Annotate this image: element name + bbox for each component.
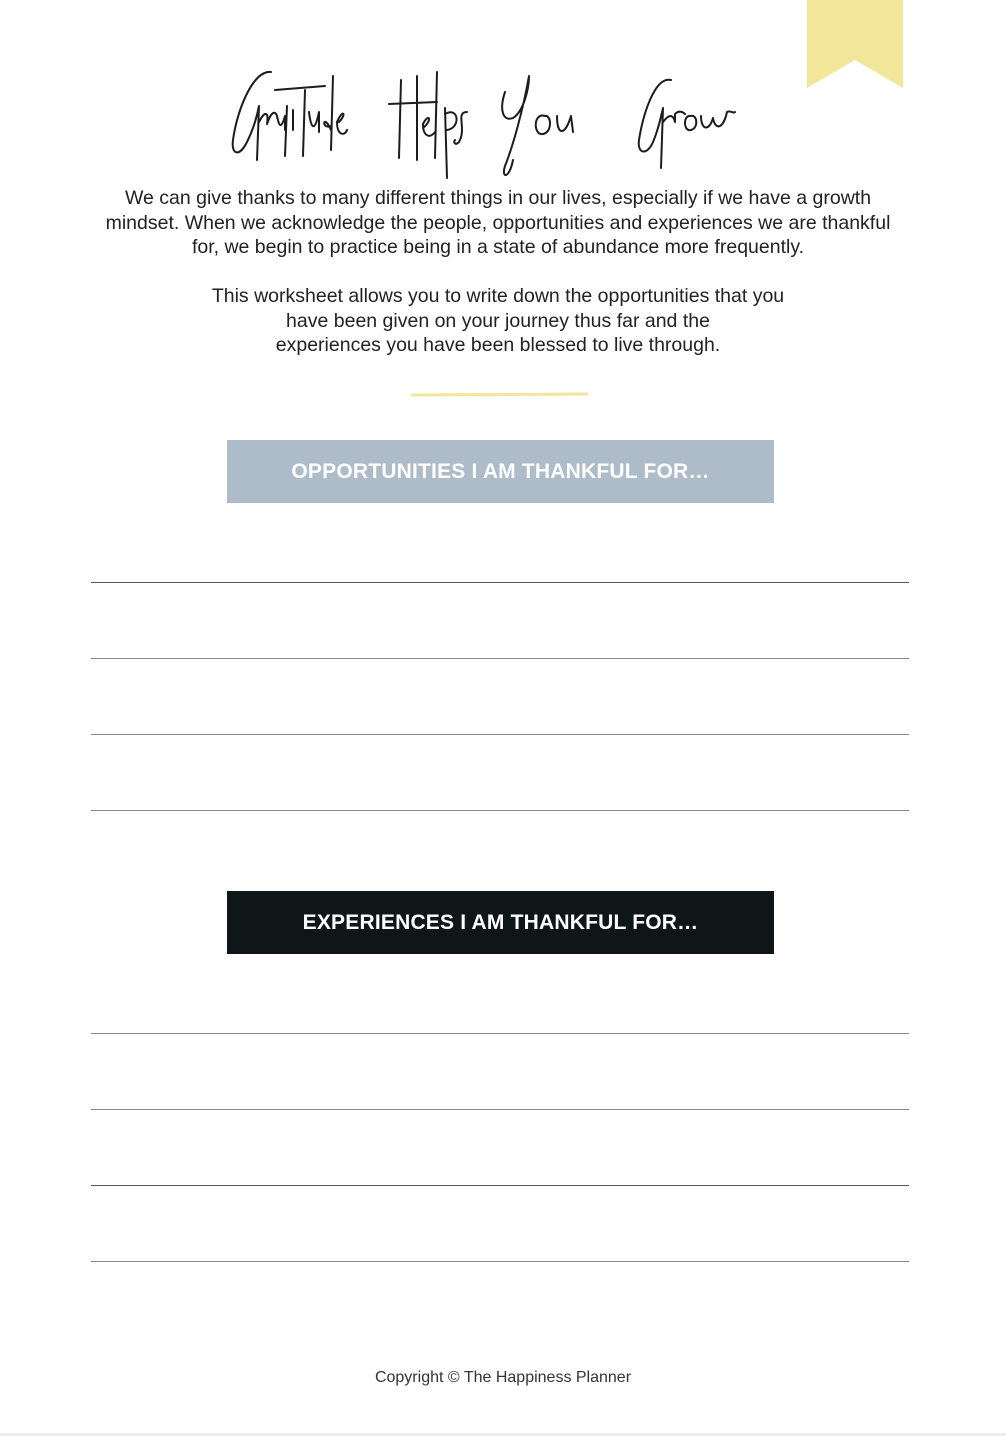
experiences-heading	[227, 891, 774, 954]
intro-text	[90, 186, 906, 358]
experiences-write-line-1[interactable]	[91, 1033, 909, 1034]
experiences-write-line-3[interactable]	[91, 1185, 909, 1186]
script-title-graphic	[223, 50, 783, 180]
opportunities-heading-text: OPPORTUNITIES I AM THANKFUL FOR…	[291, 459, 710, 483]
yellow-divider	[411, 393, 588, 397]
intro-line: This worksheet allows you to write down the opportunities that you	[211, 285, 785, 307]
intro-paragraph-2	[188, 284, 808, 358]
opportunities-write-line-4[interactable]	[91, 810, 909, 811]
opportunities-heading	[227, 440, 774, 503]
experiences-heading-text: EXPERIENCES I AM THANKFUL FOR…	[302, 910, 699, 934]
experiences-write-line-4[interactable]	[91, 1261, 909, 1262]
intro-line: experiences you have been blessed to live through.	[275, 334, 721, 356]
page-title	[0, 50, 1006, 180]
opportunities-write-line-3[interactable]	[91, 734, 909, 735]
opportunities-write-line-1[interactable]	[91, 582, 909, 583]
copyright-footer: Copyright © The Happiness Planner	[374, 1369, 632, 1386]
intro-paragraph-1: We can give thanks to many different things in our lives, especially if we have a growth mindset. When we acknowledge the people, opportunities and experiences we are thankful for, we begin to practice being in a state of abundance more frequently.	[105, 187, 891, 258]
opportunities-write-line-2[interactable]	[91, 658, 909, 659]
experiences-write-line-2[interactable]	[91, 1109, 909, 1110]
intro-line: have been given on your journey thus far and the	[286, 309, 710, 332]
